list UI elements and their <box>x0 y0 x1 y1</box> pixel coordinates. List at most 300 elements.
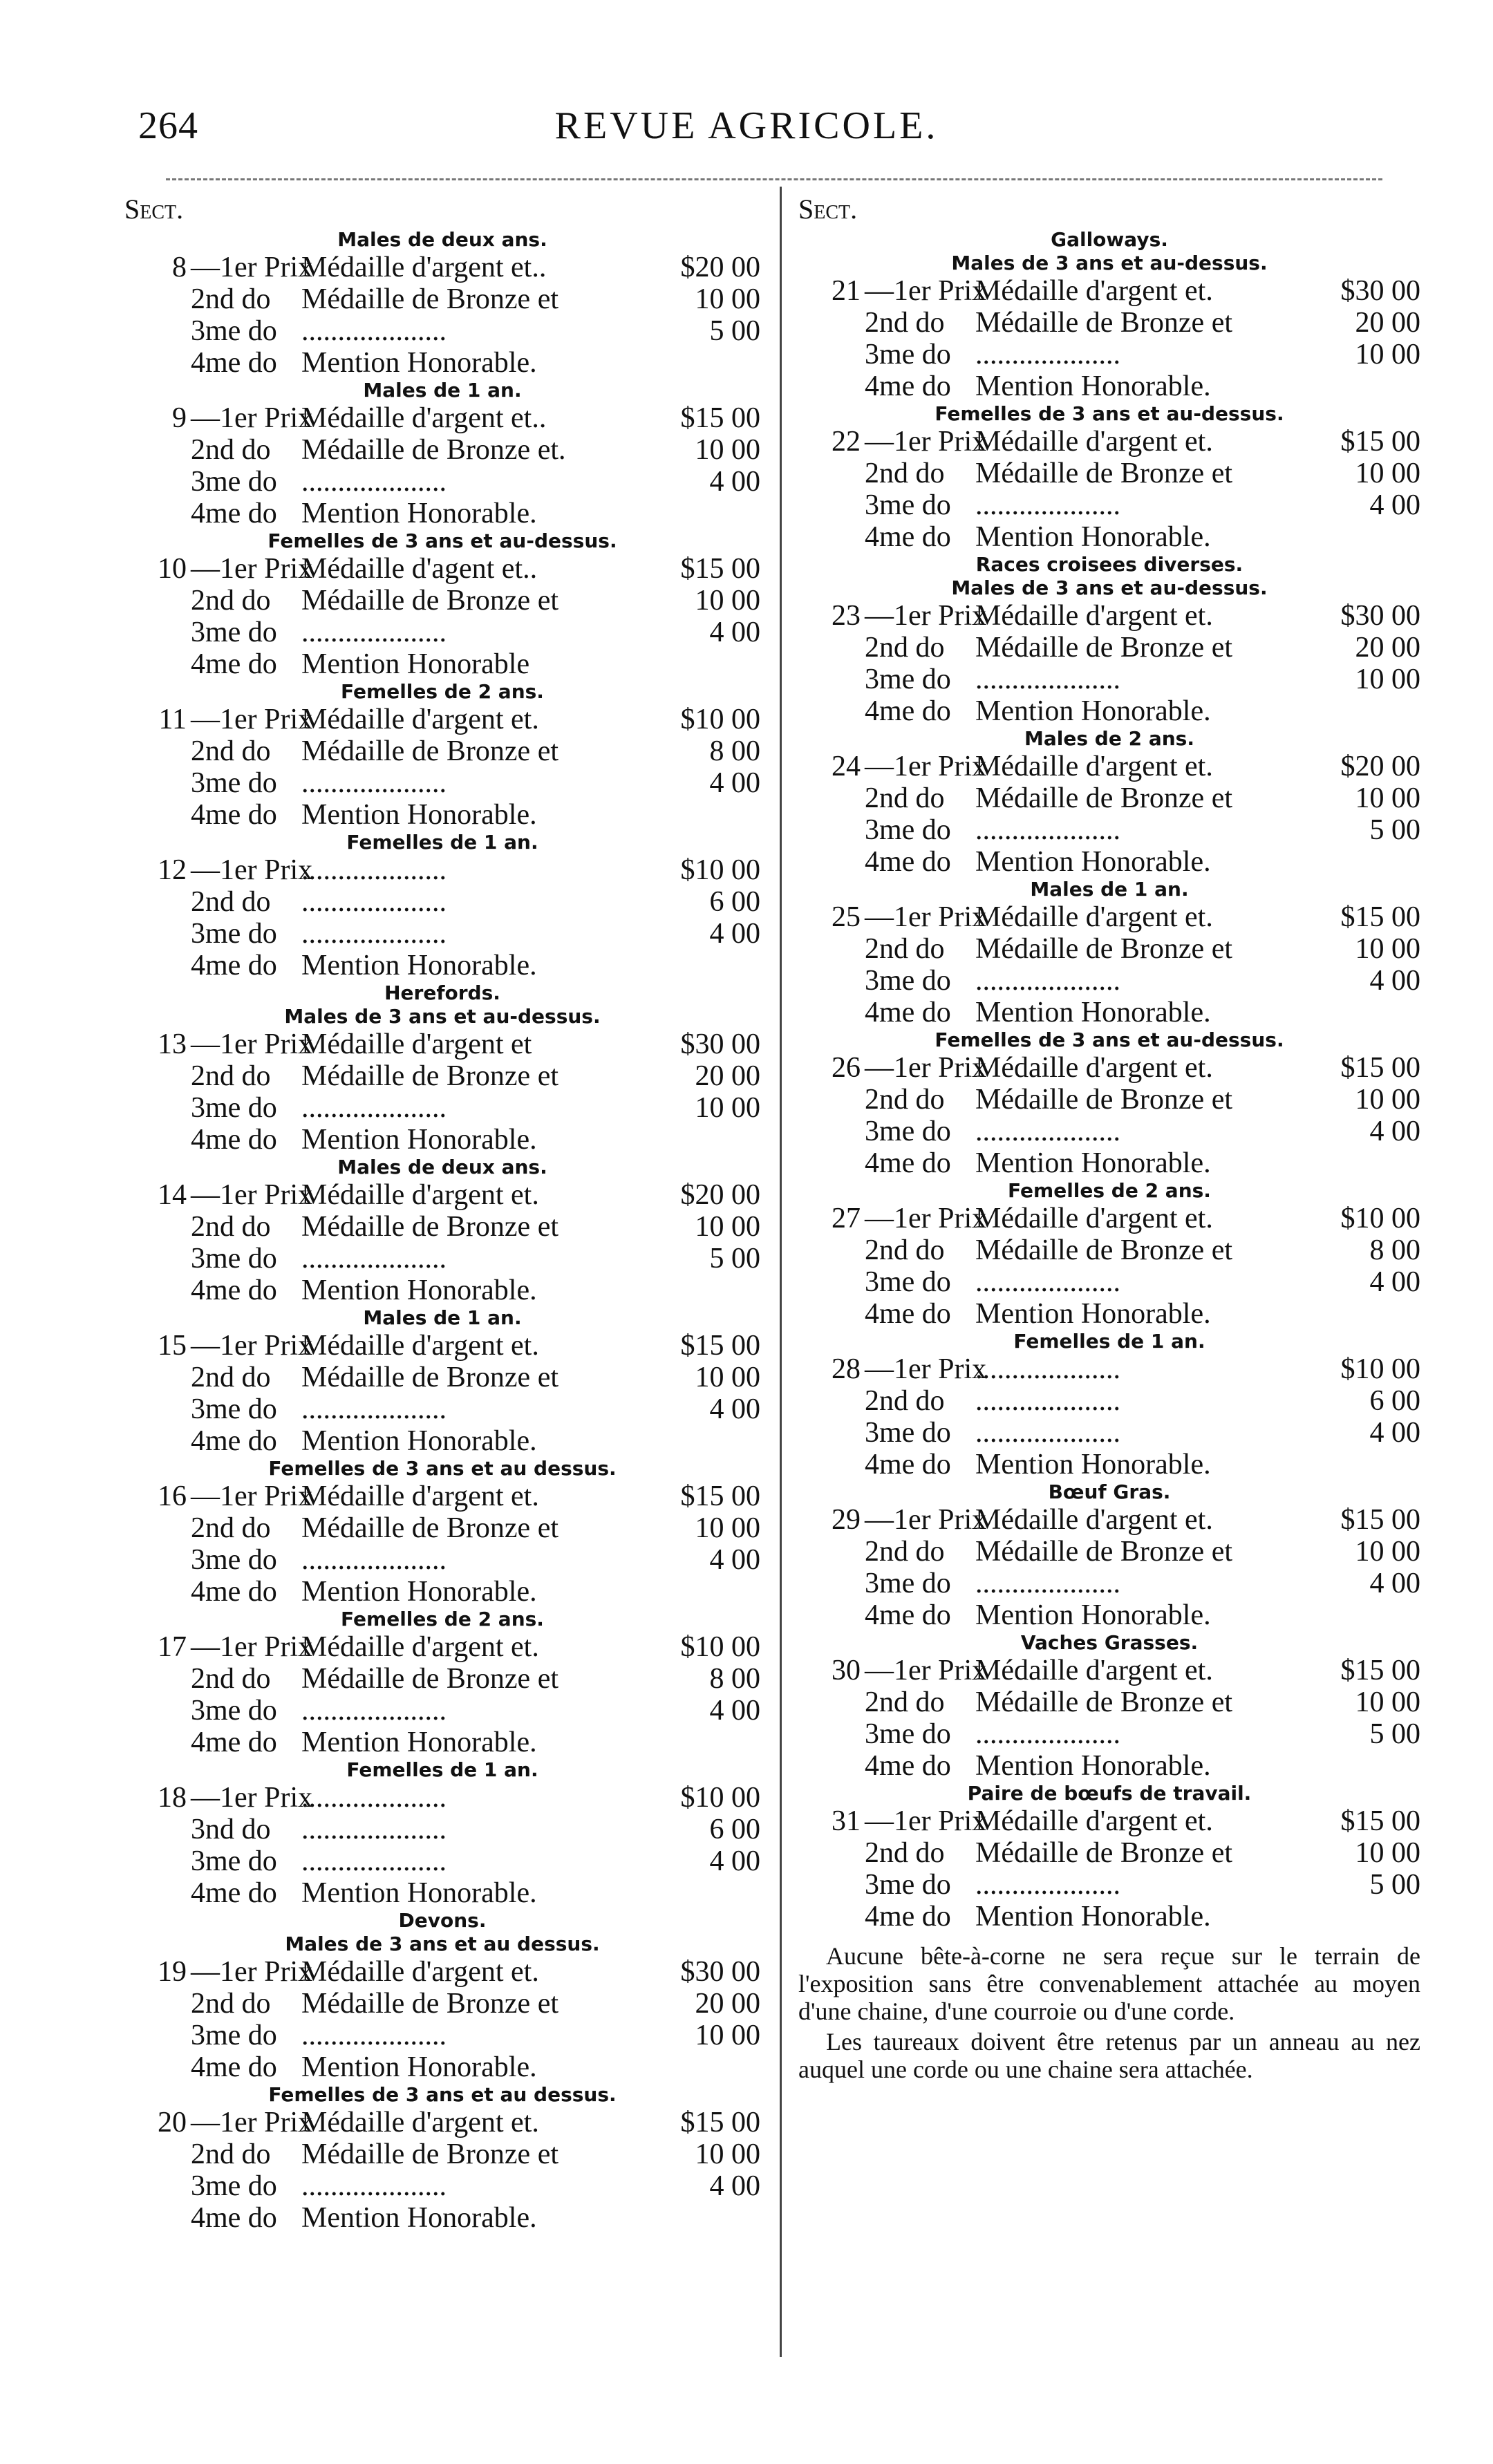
section-heading: Males de 1 an. <box>1030 878 1189 901</box>
prize-class: 3me do <box>865 1718 951 1750</box>
prize-description: Médaille de Bronze et <box>975 458 1233 489</box>
prize-amount: $15 00 <box>1340 1504 1420 1536</box>
prize-row <box>124 617 760 648</box>
prize-class: —1er Prix <box>191 1782 313 1814</box>
section-number: 23 <box>832 600 861 632</box>
section-number <box>124 1512 187 1544</box>
section-number <box>798 1568 861 1599</box>
prize-description: Médaille d'argent et. <box>975 426 1213 458</box>
prize-row <box>798 632 1420 664</box>
prize-class: 3me do <box>191 1845 277 1877</box>
prize-description: .................... <box>301 886 447 918</box>
prize-amount: 20 00 <box>1355 632 1420 664</box>
prize-block <box>798 1782 1420 1932</box>
prize-description: Médaille d'argent et. <box>975 1655 1213 1686</box>
section-number: 29 <box>832 1504 861 1536</box>
prize-class: 2nd do <box>865 632 945 664</box>
prize-block <box>798 878 1420 1028</box>
prize-row <box>124 1243 760 1275</box>
prize-class: 4me do <box>191 1425 277 1457</box>
prize-description: .................... <box>301 2020 447 2051</box>
prize-block <box>124 981 760 1005</box>
prize-amount: 10 00 <box>1355 339 1420 370</box>
prize-amount: 10 00 <box>1355 458 1420 489</box>
section-number <box>124 1695 187 1727</box>
section-number <box>798 458 861 489</box>
prize-row <box>798 1385 1420 1417</box>
prize-row <box>124 1988 760 2020</box>
prize-amount: 4 00 <box>709 767 760 799</box>
prize-row <box>124 1576 760 1608</box>
prize-class: 3me do <box>191 2170 277 2202</box>
prize-class: 2nd do <box>865 1536 945 1568</box>
prize-amount: 10 00 <box>1355 1686 1420 1718</box>
prize-amount: 10 00 <box>695 283 760 315</box>
section-number <box>798 814 861 846</box>
section-number <box>124 1988 187 2020</box>
section-number <box>124 1425 187 1457</box>
notes <box>798 1942 1420 2083</box>
section-number <box>124 1275 187 1306</box>
prize-description: Médaille d'argent et. <box>975 1203 1213 1234</box>
prize-class: 4me do <box>865 521 951 553</box>
sect-label: Sect. <box>124 194 184 225</box>
prize-amount: $10 00 <box>680 1631 760 1663</box>
prize-amount <box>1320 1449 1420 1480</box>
prize-class: 2nd do <box>865 1234 945 1266</box>
prize-description: Médaille d'argent et. <box>301 1631 539 1663</box>
prize-description: Médaille d'argent et. <box>301 1179 539 1211</box>
prize-description: Médaille de Bronze et <box>975 1837 1233 1869</box>
section-number <box>124 1845 187 1877</box>
prize-description: .................... <box>301 1243 447 1275</box>
section-number <box>124 466 187 498</box>
prize-amount <box>660 347 760 379</box>
prize-row <box>798 664 1420 695</box>
prize-block <box>124 2083 760 2234</box>
section-number <box>798 489 861 521</box>
prize-amount: 5 00 <box>1369 1869 1420 1901</box>
prize-amount: $15 00 <box>680 553 760 585</box>
section-number: 11 <box>158 704 187 735</box>
prize-amount: $15 00 <box>1340 1052 1420 1084</box>
prize-class: 3me do <box>865 814 951 846</box>
prize-row <box>798 997 1420 1028</box>
prize-amount: 10 00 <box>1355 1084 1420 1116</box>
prize-class: 3me do <box>191 1092 277 1124</box>
prize-description: Mention Honorable. <box>301 1275 537 1306</box>
prize-class: —1er Prix <box>191 1028 313 1060</box>
prize-description: Médaille de Bronze et <box>301 585 559 617</box>
prize-class: 4me do <box>865 1599 951 1631</box>
prize-class: 3me do <box>865 664 951 695</box>
section-number <box>798 370 861 402</box>
section-number <box>124 950 187 981</box>
section-number <box>798 664 861 695</box>
prize-description: Médaille d'argent et. <box>975 1504 1213 1536</box>
prize-row <box>124 1845 760 1877</box>
prize-block <box>124 1758 760 1909</box>
prize-amount <box>1320 997 1420 1028</box>
prize-class: —1er Prix <box>191 1956 313 1988</box>
prize-description: Médaille d'argent et. <box>301 1480 539 1512</box>
prize-row <box>798 1718 1420 1750</box>
section-heading: Males de 2 ans. <box>1024 727 1194 750</box>
prize-description: Mention Honorable. <box>975 1449 1211 1480</box>
prize-amount: 5 00 <box>709 315 760 347</box>
prize-description: Médaille de Bronze et <box>301 1988 559 2020</box>
prize-row <box>124 1727 760 1758</box>
prize-amount: $15 00 <box>1340 901 1420 933</box>
prize-description: Médaille de Bronze et <box>301 283 559 315</box>
prize-description: Médaille d'argent et. <box>301 704 539 735</box>
left-column <box>124 194 760 2234</box>
prize-class: 3me do <box>865 1869 951 1901</box>
prize-amount: $30 00 <box>680 1956 760 1988</box>
prize-class: 4me do <box>191 1576 277 1608</box>
prize-class: —1er Prix <box>191 1631 313 1663</box>
prize-amount: $10 00 <box>680 1782 760 1814</box>
section-number <box>798 1686 861 1718</box>
prize-class: 3me do <box>191 918 277 950</box>
prize-amount: $15 00 <box>680 1480 760 1512</box>
prize-row <box>124 252 760 283</box>
prize-block <box>798 1330 1420 1480</box>
prize-row <box>798 933 1420 965</box>
prize-amount: 4 00 <box>1369 1568 1420 1599</box>
prize-class: 3me do <box>865 1417 951 1449</box>
prize-description: Mention Honorable. <box>975 370 1211 402</box>
prize-block <box>124 1005 760 1156</box>
prize-class: —1er Prix <box>865 1504 987 1536</box>
note-paragraph: Les taureaux doivent être retenus par un anneau au nez auquel une corde ou une chaine sera attachée. <box>798 2028 1420 2083</box>
section-number <box>124 767 187 799</box>
prize-class: 2nd do <box>191 434 271 466</box>
page-number: 264 <box>138 104 198 147</box>
prize-amount <box>1320 1750 1420 1782</box>
prize-amount: 6 00 <box>709 886 760 918</box>
prize-amount: 4 00 <box>1369 965 1420 997</box>
prize-description: Mention Honorable. <box>975 1147 1211 1179</box>
prize-description: Médaille d'argent et. <box>975 600 1213 632</box>
prize-class: 4me do <box>191 950 277 981</box>
prize-row <box>798 1353 1420 1385</box>
prize-class: 2nd do <box>865 458 945 489</box>
prize-row <box>798 846 1420 878</box>
prize-row <box>798 1298 1420 1330</box>
prize-amount: 4 00 <box>709 1845 760 1877</box>
section-heading: Males de deux ans. <box>337 1156 547 1178</box>
prize-class: 3me do <box>191 767 277 799</box>
prize-description: .................... <box>975 1869 1120 1901</box>
sect-label: Sect. <box>798 194 858 225</box>
prize-class: —1er Prix <box>191 1480 313 1512</box>
section-number <box>124 2202 187 2234</box>
prize-description: .................... <box>975 1116 1120 1147</box>
prize-description: Médaille de Bronze et <box>975 782 1233 814</box>
prize-class: 4me do <box>191 2202 277 2234</box>
section-number <box>798 1116 861 1147</box>
prize-amount: 4 00 <box>1369 1116 1420 1147</box>
prize-row <box>124 2051 760 2083</box>
prize-description: .................... <box>301 767 447 799</box>
section-number: 16 <box>158 1480 187 1512</box>
prize-class: 4me do <box>191 2051 277 2083</box>
section-number: 10 <box>158 553 187 585</box>
prize-amount: 4 00 <box>1369 1417 1420 1449</box>
prize-class: —1er Prix <box>191 1330 313 1362</box>
prize-row <box>798 1869 1420 1901</box>
section-number <box>798 1449 861 1480</box>
prize-class: 3me do <box>191 2020 277 2051</box>
prize-row <box>124 704 760 735</box>
prize-description: Mention Honorable. <box>301 498 537 529</box>
section-number <box>798 1837 861 1869</box>
prize-row <box>798 1116 1420 1147</box>
prize-class: 2nd do <box>865 933 945 965</box>
prize-class: 3me do <box>865 1568 951 1599</box>
section-heading: Vaches Grasses. <box>1020 1631 1199 1654</box>
section-number <box>124 1092 187 1124</box>
section-number <box>124 1393 187 1425</box>
prize-description: Mention Honorable. <box>301 1124 537 1156</box>
prize-row <box>798 1052 1420 1084</box>
prize-block <box>124 1608 760 1758</box>
section-number <box>798 1084 861 1116</box>
note-paragraph: Aucune bête-à-corne ne sera reçue sur le terrain de l'exposition sans être convenablement attachée au moyen d'une chaine, d'une courroie ou d'une corde. <box>798 1942 1420 2025</box>
section-number <box>798 1234 861 1266</box>
prize-class: 2nd do <box>191 1988 271 2020</box>
prize-amount <box>660 648 760 680</box>
prize-amount: $30 00 <box>1340 600 1420 632</box>
prize-class: 3me do <box>191 1243 277 1275</box>
prize-row <box>124 648 760 680</box>
prize-description: Médaille de Bronze et <box>301 2138 559 2170</box>
prize-description: .................... <box>301 1695 447 1727</box>
section-number <box>798 1298 861 1330</box>
prize-block <box>798 1480 1420 1631</box>
prize-amount: 20 00 <box>1355 307 1420 339</box>
section-number: 9 <box>172 402 187 434</box>
prize-class: —1er Prix <box>191 553 313 585</box>
prize-row <box>124 347 760 379</box>
prize-row <box>798 1266 1420 1298</box>
section-number <box>798 632 861 664</box>
prize-class: —1er Prix <box>191 252 313 283</box>
prize-description: .................... <box>301 2170 447 2202</box>
prize-amount: 10 00 <box>1355 1837 1420 1869</box>
prize-row <box>124 1631 760 1663</box>
header-rule <box>166 178 1382 180</box>
prize-amount: $20 00 <box>680 1179 760 1211</box>
prize-amount: 6 00 <box>1369 1385 1420 1417</box>
prize-description: Médaille de Bronze et <box>301 735 559 767</box>
prize-description: .................... <box>301 1845 447 1877</box>
prize-amount <box>660 1727 760 1758</box>
prize-class: 4me do <box>865 695 951 727</box>
prize-description: Mention Honorable. <box>301 1576 537 1608</box>
section-number <box>124 1243 187 1275</box>
section-number <box>798 846 861 878</box>
prize-class: 4me do <box>191 1275 277 1306</box>
prize-block <box>798 252 1420 402</box>
prize-class: 4me do <box>191 799 277 831</box>
section-number <box>798 1266 861 1298</box>
prize-description: Médaille d'argent et. <box>975 1052 1213 1084</box>
prize-amount: 20 00 <box>695 1060 760 1092</box>
prize-amount: $20 00 <box>1340 751 1420 782</box>
section-heading: Femelles de 2 ans. <box>341 1608 544 1630</box>
prize-row <box>124 1782 760 1814</box>
prize-row <box>798 1568 1420 1599</box>
prize-row <box>124 315 760 347</box>
prize-amount: 10 00 <box>1355 933 1420 965</box>
prize-description: .................... <box>301 1814 447 1845</box>
prize-block <box>124 379 760 529</box>
prize-amount: 4 00 <box>709 2170 760 2202</box>
prize-description: Mention Honorable. <box>301 1425 537 1457</box>
prize-description: Mention Honorable. <box>975 846 1211 878</box>
prize-block <box>798 1179 1420 1330</box>
prize-description: Médaille de Bronze et <box>975 307 1233 339</box>
prize-amount <box>660 2051 760 2083</box>
prize-row <box>124 2138 760 2170</box>
section-number: 18 <box>158 1782 187 1814</box>
prize-description: .................... <box>975 965 1120 997</box>
prize-amount: 10 00 <box>695 585 760 617</box>
prize-amount: $15 00 <box>680 402 760 434</box>
prize-amount: 5 00 <box>709 1243 760 1275</box>
prize-description: .................... <box>975 1353 1120 1385</box>
prize-description: Mention Honorable. <box>975 695 1211 727</box>
section-heading: Femelles de 3 ans et au-dessus. <box>935 1028 1284 1051</box>
prize-description: .................... <box>975 1417 1120 1449</box>
prize-row <box>798 1234 1420 1266</box>
prize-amount <box>1320 1901 1420 1932</box>
prize-amount: 10 00 <box>695 1092 760 1124</box>
prize-amount: 10 00 <box>695 2020 760 2051</box>
prize-row <box>124 1124 760 1156</box>
prize-description: .................... <box>975 814 1120 846</box>
prize-row <box>798 1599 1420 1631</box>
prize-class: —1er Prix <box>865 901 987 933</box>
prize-class: 3me do <box>865 339 951 370</box>
section-number <box>798 1147 861 1179</box>
prize-block <box>798 727 1420 878</box>
prize-class: 2nd do <box>191 1512 271 1544</box>
prize-block <box>798 1028 1420 1179</box>
section-number <box>798 1901 861 1932</box>
prize-class: 2nd do <box>865 1084 945 1116</box>
prize-row <box>124 1695 760 1727</box>
section-number <box>124 1814 187 1845</box>
prize-description: .................... <box>975 489 1120 521</box>
prize-row <box>124 585 760 617</box>
prize-block <box>124 1909 760 1932</box>
prize-class: 2nd do <box>865 782 945 814</box>
prize-class: 3nd do <box>191 1814 271 1845</box>
prize-row <box>124 1956 760 1988</box>
prize-row <box>798 489 1420 521</box>
prize-class: 2nd do <box>865 307 945 339</box>
section-number <box>124 315 187 347</box>
prize-row <box>124 1544 760 1576</box>
prize-class: 4me do <box>865 370 951 402</box>
prize-description: Mention Honorable. <box>301 950 537 981</box>
prize-row <box>798 1449 1420 1480</box>
prize-amount <box>660 1275 760 1306</box>
section-number <box>798 1750 861 1782</box>
prize-row <box>798 600 1420 632</box>
prize-description: .................... <box>975 664 1120 695</box>
page-header <box>0 104 1493 159</box>
prize-amount: 4 00 <box>709 918 760 950</box>
section-number <box>798 695 861 727</box>
prize-class: —1er Prix <box>191 704 313 735</box>
prize-description: Médaille d'argent et. <box>301 1956 539 1988</box>
prize-description: Médaille d'argent et.. <box>301 402 547 434</box>
prize-row <box>124 434 760 466</box>
prize-amount: $10 00 <box>1340 1353 1420 1385</box>
section-heading: Males de 3 ans et au dessus. <box>285 1932 600 1955</box>
prize-amount: $10 00 <box>680 854 760 886</box>
prize-class: 2nd do <box>191 2138 271 2170</box>
prize-class: 4me do <box>191 1877 277 1909</box>
prize-class: —1er Prix <box>865 600 987 632</box>
section-number: 20 <box>158 2107 187 2138</box>
section-number <box>798 782 861 814</box>
prize-class: 2nd do <box>865 1385 945 1417</box>
section-number <box>798 1385 861 1417</box>
prize-description: .................... <box>975 1385 1120 1417</box>
prize-row <box>798 1750 1420 1782</box>
section-number: 22 <box>832 426 861 458</box>
prize-row <box>798 965 1420 997</box>
prize-class: —1er Prix <box>191 402 313 434</box>
prize-description: Mention Honorable <box>301 648 530 680</box>
prize-description: .................... <box>301 617 447 648</box>
prize-block <box>124 1932 760 2083</box>
prize-class: 3me do <box>191 1695 277 1727</box>
running-title: REVUE AGRICOLE. <box>554 104 939 147</box>
prize-row <box>798 1837 1420 1869</box>
prize-description: Médaille de Bronze et <box>975 1234 1233 1266</box>
prize-block <box>124 831 760 981</box>
prize-row <box>124 2170 760 2202</box>
prize-description: Médaille d'argent et. <box>975 751 1213 782</box>
section-number <box>124 1124 187 1156</box>
prize-row <box>124 1362 760 1393</box>
prize-amount: $15 00 <box>1340 1805 1420 1837</box>
prize-amount <box>1320 1298 1420 1330</box>
section-heading: Males de deux ans. <box>337 228 547 251</box>
prize-amount: $15 00 <box>1340 426 1420 458</box>
prize-row <box>798 1686 1420 1718</box>
prize-description: Médaille d'argent et. <box>301 2107 539 2138</box>
section-number <box>798 933 861 965</box>
prize-description: .................... <box>301 1092 447 1124</box>
prize-row <box>124 1393 760 1425</box>
prize-row <box>798 814 1420 846</box>
prize-block <box>124 1306 760 1457</box>
section-number: 27 <box>832 1203 861 1234</box>
prize-class: 4me do <box>865 846 951 878</box>
prize-class: 3me do <box>191 1544 277 1576</box>
section-number: 30 <box>832 1655 861 1686</box>
prize-description: Médaille de Bronze et <box>975 1686 1233 1718</box>
section-number: 13 <box>158 1028 187 1060</box>
prize-description: Médaille de Bronze et <box>975 632 1233 664</box>
